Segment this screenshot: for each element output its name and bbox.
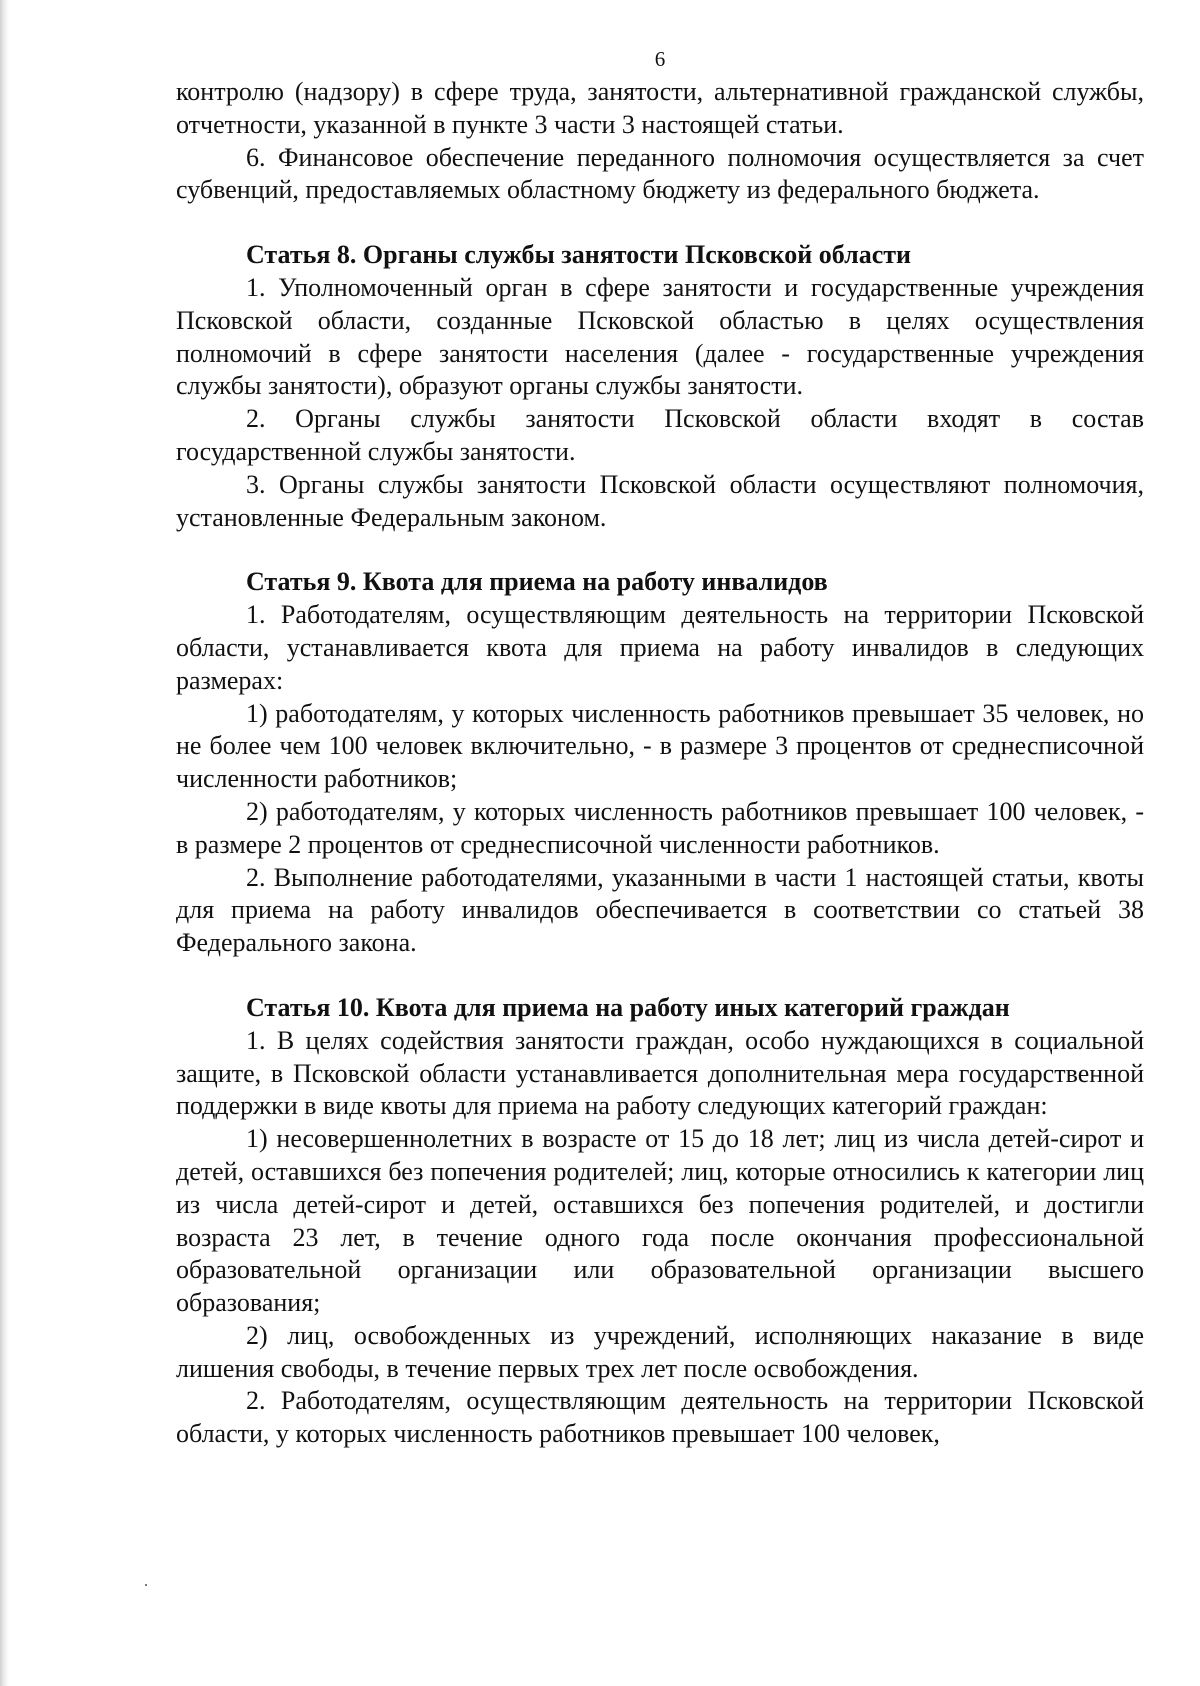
paragraph: 2. Работодателям, осуществляющим деятельность на территории Псковской области, у которых численность работников превышает 100 человек, xyxy=(176,1386,1144,1449)
scan-speck xyxy=(145,1584,147,1586)
paragraph: 2) работодателям, у которых численность работников превышает 100 человек, - в размере 2 процентов от среднесписочной численности работников. xyxy=(176,796,1144,859)
paragraph: 1. Уполномоченный орган в сфере занятости и государственные учреждения Псковской области, созданные Псковской областью в целях осуществления полномочий в сфере занятости населения (далее - государственные учреждения службы занятости), образуют органы службы занятости. xyxy=(176,272,1144,401)
paragraph: 1. В целях содействия занятости граждан, особо нуждающихся в социальной защите, в Псковской области устанавливается дополнительная мера государственной поддержки в виде квоты для приема на работу следующих категорий граждан: xyxy=(176,1025,1144,1121)
paragraph: контролю (надзору) в сфере труда, занятости, альтернативной гражданской службы, отчетности, указанной в пункте 3 части 3 настоящей статьи. xyxy=(176,77,1144,139)
paragraph: 1) работодателям, у которых численность работников превышает 35 человек, но не более чем 100 человек включительно, - в размере 3 процентов от среднесписочной численности работников; xyxy=(176,698,1144,794)
paragraph: 2. Органы службы занятости Псковской области входят в состав государственной службы занятости. xyxy=(176,404,1144,466)
paragraph: 3. Органы службы занятости Псковской области осуществляют полномочия, установленные Федеральным законом. xyxy=(176,469,1144,532)
paragraph: 2) лиц, освобожденных из учреждений, исполняющих наказание в виде лишения свободы, в течение первых трех лет после освобождения. xyxy=(176,1320,1144,1383)
article-8-title: Статья 8. Органы службы занятости Псковской области xyxy=(246,240,912,270)
scan-edge xyxy=(0,0,9,1686)
page-number: 6 xyxy=(654,47,666,71)
paragraph: 6. Финансовое обеспечение переданного полномочия осуществляется за счет субвенций, предоставляемых областному бюджету из федерального бюджета. xyxy=(176,142,1144,205)
paragraph: 1) несовершеннолетних в возрасте от 15 до 18 лет; лиц из числа детей-сирот и детей, оставшихся без попечения родителей; лиц, которые относились к категории лиц из числа детей-сирот и детей, оставшихся без попечения родителей, и достигли возраста 23 лет, в течение одного года после окончания профессиональной образовательной организации или образовательной организации высшего образования; xyxy=(176,1124,1144,1318)
document-body xyxy=(176,76,1144,1451)
article-10-title: Статья 10. Квота для приема на работу иных категорий граждан xyxy=(246,992,1010,1022)
article-9-title: Статья 9. Квота для приема на работу инвалидов xyxy=(246,567,828,597)
paragraph: 1. Работодателям, осуществляющим деятельность на территории Псковской области, устанавливается квота для приема на работу инвалидов в следующих размерах: xyxy=(176,600,1144,695)
paragraph: 2. Выполнение работодателями, указанными в части 1 настоящей статьи, квоты для приема на работу инвалидов обеспечивается в соответствии со статьей 38 Федерального закона. xyxy=(176,862,1144,958)
